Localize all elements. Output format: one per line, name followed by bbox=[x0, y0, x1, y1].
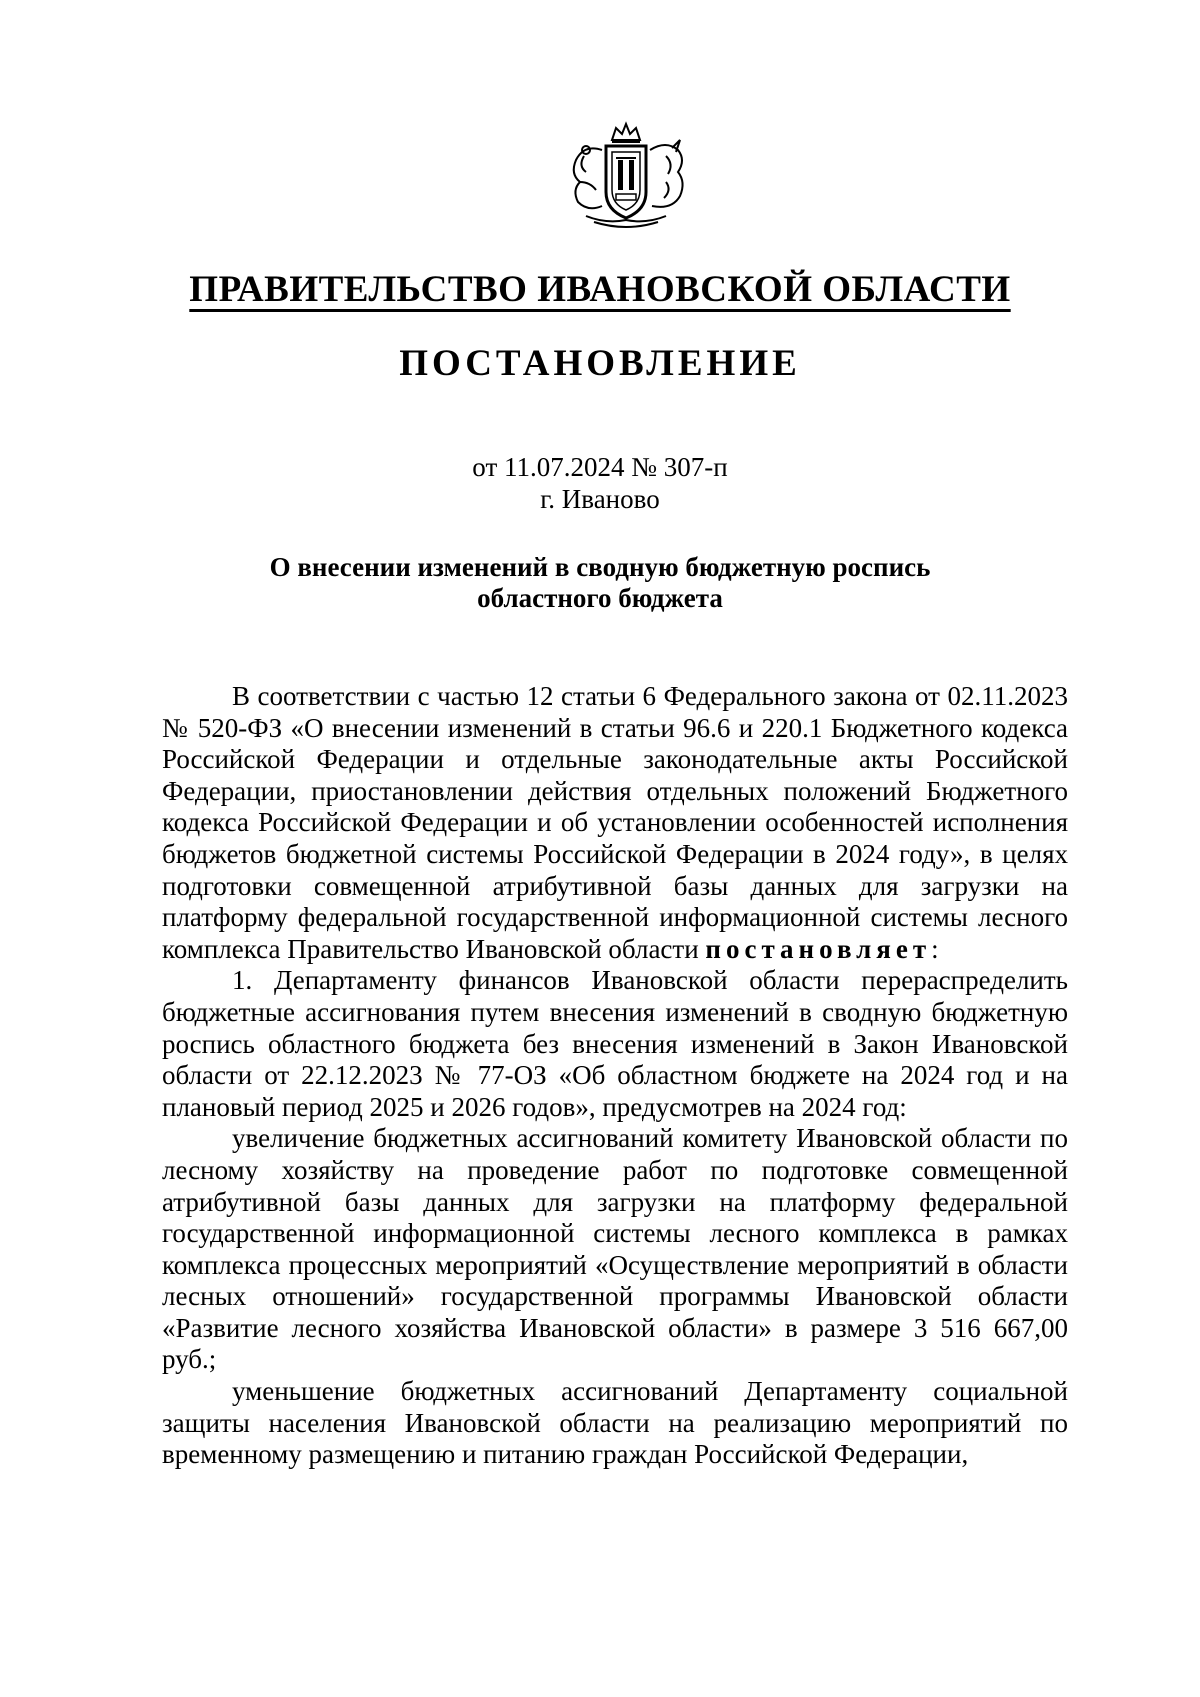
decrease-paragraph: уменьшение бюджетных ассигнований Департаменту социальной защиты населения Ивановской области на реализацию мероприятий по временному размещению и питанию граждан Российской Федерации, bbox=[162, 1376, 1068, 1470]
date-number: от 11.07.2024 № 307-п bbox=[472, 452, 728, 482]
document-body bbox=[162, 681, 1068, 1471]
subject-line-1: О внесении изменений в сводную бюджетную роспись bbox=[269, 552, 931, 582]
city: г. Иваново bbox=[540, 484, 660, 514]
preamble-text: В соответствии с частью 12 статьи 6 Федерального закона от 02.11.2023 № 520-ФЗ «О внесении изменений в статьи 96.6 и 220.1 Бюджетного кодекса Российской Федерации и отдельные законодательные акты Российской Федерации, приостановлении действия отдельных положений Бюджетного кодекса Российской Федерации и об установлении особенностей исполнения бюджетов бюджетной системы Российской Федерации в 2024 году», в целях подготовки совмещенной атрибутивной базы данных для загрузки на платформу федеральной государственной информационной системы лесного комплекса Правительство Ивановской области bbox=[162, 681, 1068, 964]
increase-paragraph: увеличение бюджетных ассигнований комитету Ивановской области по лесному хозяйству на проведение работ по подготовке совмещенной атрибутивной базы данных для загрузки на платформу федеральной государственной информационной системы лесного комплекса в рамках комплекса процессных мероприятий «Осуществление мероприятий в области лесных отношений» государственной программы Ивановской области «Развитие лесного хозяйства Ивановской области» в размере 3 516 667,00 руб.; bbox=[162, 1123, 1068, 1375]
coat-of-arms-icon bbox=[562, 120, 690, 232]
document-type: ПОСТАНОВЛЕНИЕ bbox=[399, 343, 801, 384]
item-1-paragraph: 1. Департаменту финансов Ивановской области перераспределить бюджетные ассигнования путем внесения изменений в сводную бюджетную роспись областного бюджета без внесения изменений в Закон Ивановской области от 22.12.2023 № 77-ОЗ «Об областном бюджете на 2024 год и на плановый период 2025 и 2026 годов», предусмотрев на 2024 год: bbox=[162, 965, 1068, 1122]
preamble-paragraph bbox=[162, 681, 1068, 965]
document-subject bbox=[0, 552, 1200, 614]
organization-title: ПРАВИТЕЛЬСТВО ИВАНОВСКОЙ ОБЛАСТИ bbox=[189, 269, 1011, 310]
decree-word: постановляет bbox=[705, 933, 932, 964]
decree-colon: : bbox=[931, 933, 939, 964]
subject-line-2: областного бюджета bbox=[477, 583, 723, 613]
